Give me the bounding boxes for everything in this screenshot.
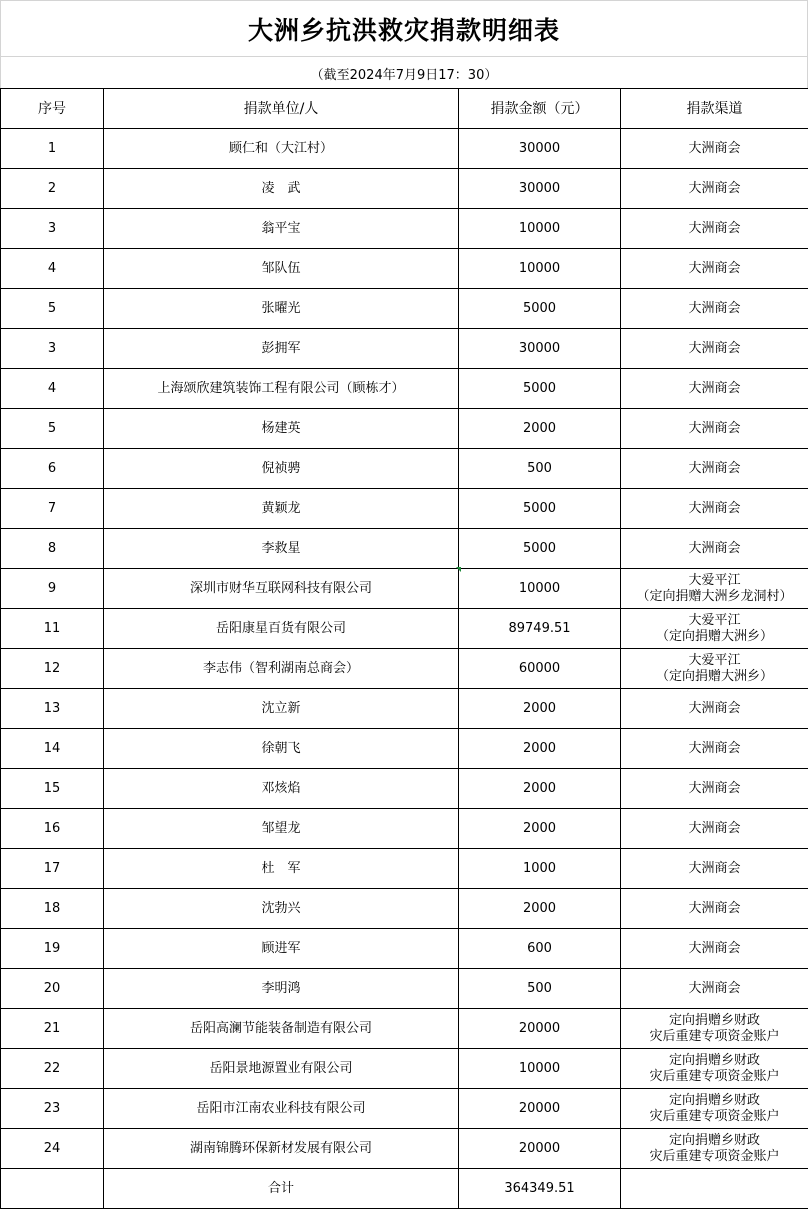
channel-line: 大洲商会 — [688, 780, 741, 796]
cell-no: 18 — [1, 889, 104, 929]
cell-channel — [621, 1129, 808, 1169]
channel-line: 大洲商会 — [688, 140, 741, 156]
cell-channel — [621, 1089, 808, 1129]
table-row — [1, 169, 808, 209]
cell-donor: 倪祯骋 — [104, 449, 459, 489]
cell-donor: 深圳市财华互联网科技有限公司 — [104, 569, 459, 609]
cell-donor: 上海颂欣建筑装饰工程有限公司（顾栋才） — [104, 369, 459, 409]
cell-donor: 杜 军 — [104, 849, 459, 889]
cell-donor: 翁平宝 — [104, 209, 459, 249]
cell-channel — [621, 129, 808, 169]
cell-no: 16 — [1, 809, 104, 849]
cell-amount: 5000 — [459, 489, 621, 529]
table-row — [1, 729, 808, 769]
header-channel: 捐款渠道 — [621, 89, 808, 129]
cell-donor: 李明鸿 — [104, 969, 459, 1009]
cell-channel — [621, 249, 808, 289]
page-subtitle: （截至2024年7月9日17：30） — [310, 67, 498, 83]
cell-no: 7 — [1, 489, 104, 529]
title-row — [0, 0, 808, 57]
total-no — [1, 1169, 104, 1209]
cell-no: 12 — [1, 649, 104, 689]
cell-no: 19 — [1, 929, 104, 969]
cell-no: 13 — [1, 689, 104, 729]
channel-line: 灾后重建专项资金账户 — [649, 1148, 780, 1164]
cell-amount: 20000 — [459, 1009, 621, 1049]
channel-line: 大洲商会 — [688, 380, 741, 396]
cell-no: 3 — [1, 209, 104, 249]
total-channel — [621, 1169, 808, 1209]
cell-amount: 600 — [459, 929, 621, 969]
cell-donor: 岳阳康星百货有限公司 — [104, 609, 459, 649]
cell-amount: 500 — [459, 449, 621, 489]
channel-line: 大洲商会 — [688, 820, 741, 836]
cell-channel — [621, 689, 808, 729]
cell-no: 4 — [1, 369, 104, 409]
cell-no: 23 — [1, 1089, 104, 1129]
cell-amount: 30000 — [459, 329, 621, 369]
channel-line: 灾后重建专项资金账户 — [649, 1028, 780, 1044]
table-row — [1, 1129, 808, 1169]
cell-donor: 邓烗焰 — [104, 769, 459, 809]
cell-no: 17 — [1, 849, 104, 889]
cell-channel — [621, 729, 808, 769]
cell-amount: 5000 — [459, 369, 621, 409]
table-row — [1, 1089, 808, 1129]
cell-channel — [621, 529, 808, 569]
cell-amount: 10000 — [459, 1049, 621, 1089]
channel-line: 大爱平江 — [688, 612, 741, 628]
cell-amount: 2000 — [459, 729, 621, 769]
cell-donor: 顾仁和（大江村） — [104, 129, 459, 169]
cell-channel — [621, 569, 808, 609]
channel-line: 大洲商会 — [688, 860, 741, 876]
channel-line: 大洲商会 — [688, 340, 741, 356]
table-row — [1, 929, 808, 969]
table-row — [1, 1009, 808, 1049]
cell-donor: 岳阳市江南农业科技有限公司 — [104, 1089, 459, 1129]
cell-donor: 岳阳景地源置业有限公司 — [104, 1049, 459, 1089]
cell-amount: 60000 — [459, 649, 621, 689]
channel-line: 大爱平江 — [688, 572, 741, 588]
table-row — [1, 329, 808, 369]
cell-channel — [621, 609, 808, 649]
cell-donor: 张曜光 — [104, 289, 459, 329]
header-row — [1, 89, 808, 129]
cell-no: 3 — [1, 329, 104, 369]
cell-no: 14 — [1, 729, 104, 769]
cell-no: 22 — [1, 1049, 104, 1089]
cell-donor: 湖南锦腾环保新材发展有限公司 — [104, 1129, 459, 1169]
cell-no: 5 — [1, 289, 104, 329]
cell-channel — [621, 1049, 808, 1089]
cell-channel — [621, 169, 808, 209]
cell-no: 9 — [1, 569, 104, 609]
cell-no: 2 — [1, 169, 104, 209]
table-row — [1, 369, 808, 409]
cell-no: 4 — [1, 249, 104, 289]
cell-amount: 2000 — [459, 689, 621, 729]
channel-line: 大洲商会 — [688, 700, 741, 716]
cell-channel — [621, 649, 808, 689]
cell-donor: 李志伟（智利湖南总商会） — [104, 649, 459, 689]
cell-donor: 李救星 — [104, 529, 459, 569]
channel-line: 定向捐赠乡财政 — [668, 1012, 760, 1028]
channel-line: 大洲商会 — [688, 420, 741, 436]
cell-no: 20 — [1, 969, 104, 1009]
total-amount: 364349.51 — [459, 1169, 621, 1209]
cell-donor: 邹队伍 — [104, 249, 459, 289]
channel-line: （定向捐赠大洲乡） — [655, 668, 773, 684]
cell-amount: 1000 — [459, 849, 621, 889]
channel-line: 定向捐赠乡财政 — [668, 1132, 760, 1148]
cell-amount: 10000 — [459, 249, 621, 289]
channel-line: 大洲商会 — [688, 940, 741, 956]
table-row — [1, 449, 808, 489]
channel-line: 大洲商会 — [688, 500, 741, 516]
cell-channel — [621, 969, 808, 1009]
cell-donor: 岳阳高澜节能装备制造有限公司 — [104, 1009, 459, 1049]
cell-no: 24 — [1, 1129, 104, 1169]
cell-donor: 黄颖龙 — [104, 489, 459, 529]
table-row — [1, 969, 808, 1009]
cell-amount: 2000 — [459, 409, 621, 449]
total-label: 合计 — [104, 1169, 459, 1209]
table-row — [1, 129, 808, 169]
cell-channel — [621, 929, 808, 969]
cell-channel — [621, 209, 808, 249]
cell-amount: 5000 — [459, 529, 621, 569]
cell-amount: 89749.51 — [459, 609, 621, 649]
table-row — [1, 249, 808, 289]
channel-line: （定向捐赠大洲乡） — [655, 628, 773, 644]
header-amount: 捐款金额（元） — [459, 89, 621, 129]
cell-donor: 沈立新 — [104, 689, 459, 729]
cell-channel — [621, 849, 808, 889]
cell-channel — [621, 449, 808, 489]
cell-donor: 徐朝飞 — [104, 729, 459, 769]
channel-line: （定向捐赠大洲乡龙洞村） — [636, 588, 793, 604]
cell-amount: 30000 — [459, 129, 621, 169]
channel-line: 灾后重建专项资金账户 — [649, 1068, 780, 1084]
channel-line: 定向捐赠乡财政 — [668, 1052, 760, 1068]
cell-donor: 凌 武 — [104, 169, 459, 209]
channel-line: 大洲商会 — [688, 740, 741, 756]
table-row — [1, 609, 808, 649]
cell-no: 21 — [1, 1009, 104, 1049]
cell-donor: 杨建英 — [104, 409, 459, 449]
cell-donor: 彭拥军 — [104, 329, 459, 369]
table-row — [1, 689, 808, 729]
cell-donor: 顾进军 — [104, 929, 459, 969]
channel-line: 大洲商会 — [688, 460, 741, 476]
table-row — [1, 649, 808, 689]
cell-no: 6 — [1, 449, 104, 489]
cell-amount: 500 — [459, 969, 621, 1009]
table-body — [1, 129, 808, 1169]
cell-amount: 2000 — [459, 889, 621, 929]
donation-table — [0, 88, 808, 1209]
header-no: 序号 — [1, 89, 104, 129]
channel-line: 大洲商会 — [688, 260, 741, 276]
cell-amount: 10000 — [459, 209, 621, 249]
cell-no: 8 — [1, 529, 104, 569]
cell-amount: 2000 — [459, 809, 621, 849]
cell-no: 15 — [1, 769, 104, 809]
channel-line: 定向捐赠乡财政 — [668, 1092, 760, 1108]
cell-amount: 10000 — [459, 569, 621, 609]
table-row — [1, 489, 808, 529]
channel-line: 大洲商会 — [688, 220, 741, 236]
table-row — [1, 1049, 808, 1089]
channel-line: 大洲商会 — [688, 300, 741, 316]
cell-channel — [621, 769, 808, 809]
cell-channel — [621, 329, 808, 369]
cell-channel — [621, 809, 808, 849]
channel-line: 大洲商会 — [688, 540, 741, 556]
cell-amount: 20000 — [459, 1129, 621, 1169]
header-donor: 捐款单位/人 — [104, 89, 459, 129]
channel-line: 大洲商会 — [688, 980, 741, 996]
table-row — [1, 409, 808, 449]
subtitle-row — [0, 57, 808, 89]
table-row — [1, 569, 808, 609]
cell-donor: 沈勃兴 — [104, 889, 459, 929]
table-row — [1, 529, 808, 569]
cell-amount: 5000 — [459, 289, 621, 329]
cell-amount: 30000 — [459, 169, 621, 209]
channel-line: 灾后重建专项资金账户 — [649, 1108, 780, 1124]
channel-line: 大洲商会 — [688, 900, 741, 916]
cell-channel — [621, 889, 808, 929]
cell-amount: 2000 — [459, 769, 621, 809]
channel-line: 大洲商会 — [688, 180, 741, 196]
total-row — [1, 1169, 808, 1209]
cell-no: 5 — [1, 409, 104, 449]
cell-channel — [621, 1009, 808, 1049]
table-row — [1, 889, 808, 929]
table-row — [1, 849, 808, 889]
cell-channel — [621, 489, 808, 529]
cell-no: 11 — [1, 609, 104, 649]
cell-channel — [621, 409, 808, 449]
cell-donor: 邹望龙 — [104, 809, 459, 849]
channel-line: 大爱平江 — [688, 652, 741, 668]
page-title: 大洲乡抗洪救灾捐款明细表 — [247, 15, 560, 45]
table-row — [1, 209, 808, 249]
cell-amount: 20000 — [459, 1089, 621, 1129]
table-row — [1, 289, 808, 329]
cell-channel — [621, 369, 808, 409]
table-row — [1, 769, 808, 809]
cell-comment-marker — [456, 567, 461, 572]
table-row — [1, 809, 808, 849]
cell-no: 1 — [1, 129, 104, 169]
cell-channel — [621, 289, 808, 329]
